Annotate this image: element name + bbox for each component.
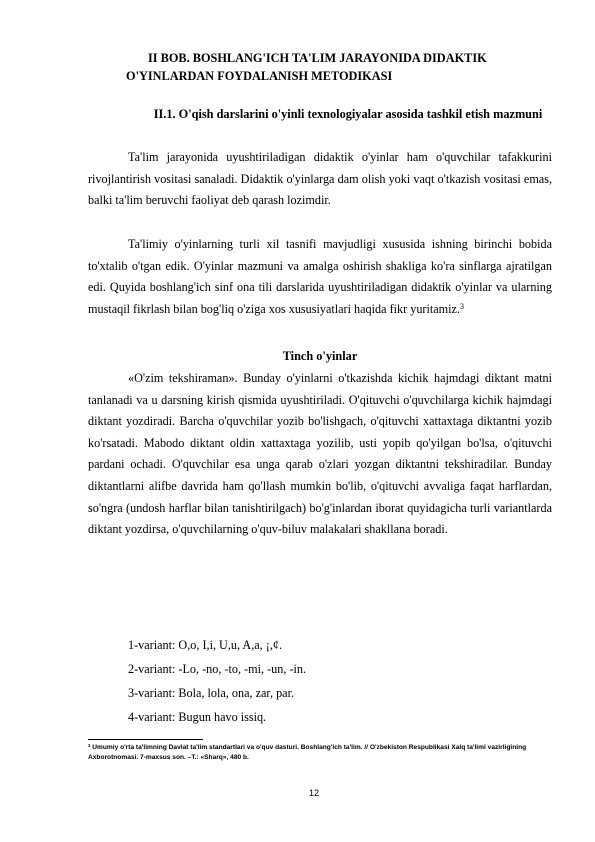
chapter-title [126, 49, 528, 85]
footnote-text: Umumiy o'rta ta'limning Davlat ta'lim standartlari va o'quv dasturi. Boshlang'ich ta'lim. // O'zbekiston Respublikasi Xalq ta'limi vazirligining Axborotnomasi. 7-maxsus son. –T.: «Sharq», 480 b. [88, 744, 527, 761]
paragraph-classification [88, 234, 552, 320]
chapter-title-line-2: O'YINLARDAN FOYDALANISH METODIKASI [126, 69, 393, 83]
paragraph-self-check-game: «O'zim tekshiraman». Bunday o'yinlarni o'tkazishda kichik hajmdagi diktant matni tanlanadi va u darsning kirish qismida uyushtiriladi. O'qituvchi o'quvchilarga kichik hajmdagi diktant yozdiradi. Barcha o'quvchilar yozib bo'lishgach, o'qituvchi xattaxtaga diktantni yozib ko'rsatadi. Mabodo diktant oldin xattaxtaga yozilib, usti yopib qo'yilgan bo'lsa, o'qituvchi pardani ochadi. O'quvchilar esa unga qarab o'zlari yozgan diktantni tekshiradilar. Bunday diktantlarni alifbe davrida ham qo'llash mumkin bo'lib, o'qituvchi avvaliga faqat harflardan, so'ngra (undosh harflar bilan tanishtirilgach) bo'g'inlardan iborat quyidagicha turli variantlarda diktant yozdirsa, o'quvchilarning o'quv-biluv malakalari shakllana boradi. [88, 371, 552, 537]
variant-item: 3-variant: Bola, lola, ona, zar, par. [128, 686, 295, 700]
paragraph-classification-text: Ta'limiy o'yinlarning turli xil tasnifi mavjudligi xususida ishning birinchi bobida to'xtalib o'tgan edik. O'yinlar mazmuni va amalga oshirish shakliga ko'ra sinflarga ajratilgan edi. Quyida boshlang'ich sinf ona tili darslarida uyushtiriladigan didaktik o'yinlar va ularning mustaqil fikrlash bilan bog'liq o'ziga xos xususiyatlari haqida fikr yuritamiz. [88, 237, 552, 316]
section-title: II.1. O'qish darslarini o'yinli texnologiyalar asosida tashkil etish mazmuni [153, 107, 543, 121]
variant-item: 2-variant: -Lo, -no, -to, -mi, -un, -in. [128, 662, 307, 676]
footnote [88, 743, 558, 763]
page-number: 12 [309, 788, 320, 798]
chapter-title-line-1: II BOB. BOSHLANG'ICH TA'LIM JARAYONIDA DIDAKTIK [148, 51, 487, 65]
variant-item: 4-variant: Bugun havo issiq. [128, 710, 267, 724]
footnote-number: 3 [88, 742, 91, 748]
footnote-divider [88, 739, 203, 740]
paragraph-intro: Ta'lim jarayonida uyushtiriladigan didaktik o'yinlar ham o'quvchilar tafakkurini rivojlantirish vositasi sanaladi. Didaktik o'yinlarga dam olish yoki vaqt o'tkazish vositasi emas, balki ta'lim beruvchi faoliyat deb qarash lozimdir. [88, 150, 552, 208]
variant-item: 1-variant: O,o, I,i, U,u, A,a, ¡,¢. [128, 638, 283, 652]
footnote-reference[interactable]: 3 [459, 301, 464, 311]
subheading-quiet-games: Tinch o'yinlar [282, 349, 358, 363]
